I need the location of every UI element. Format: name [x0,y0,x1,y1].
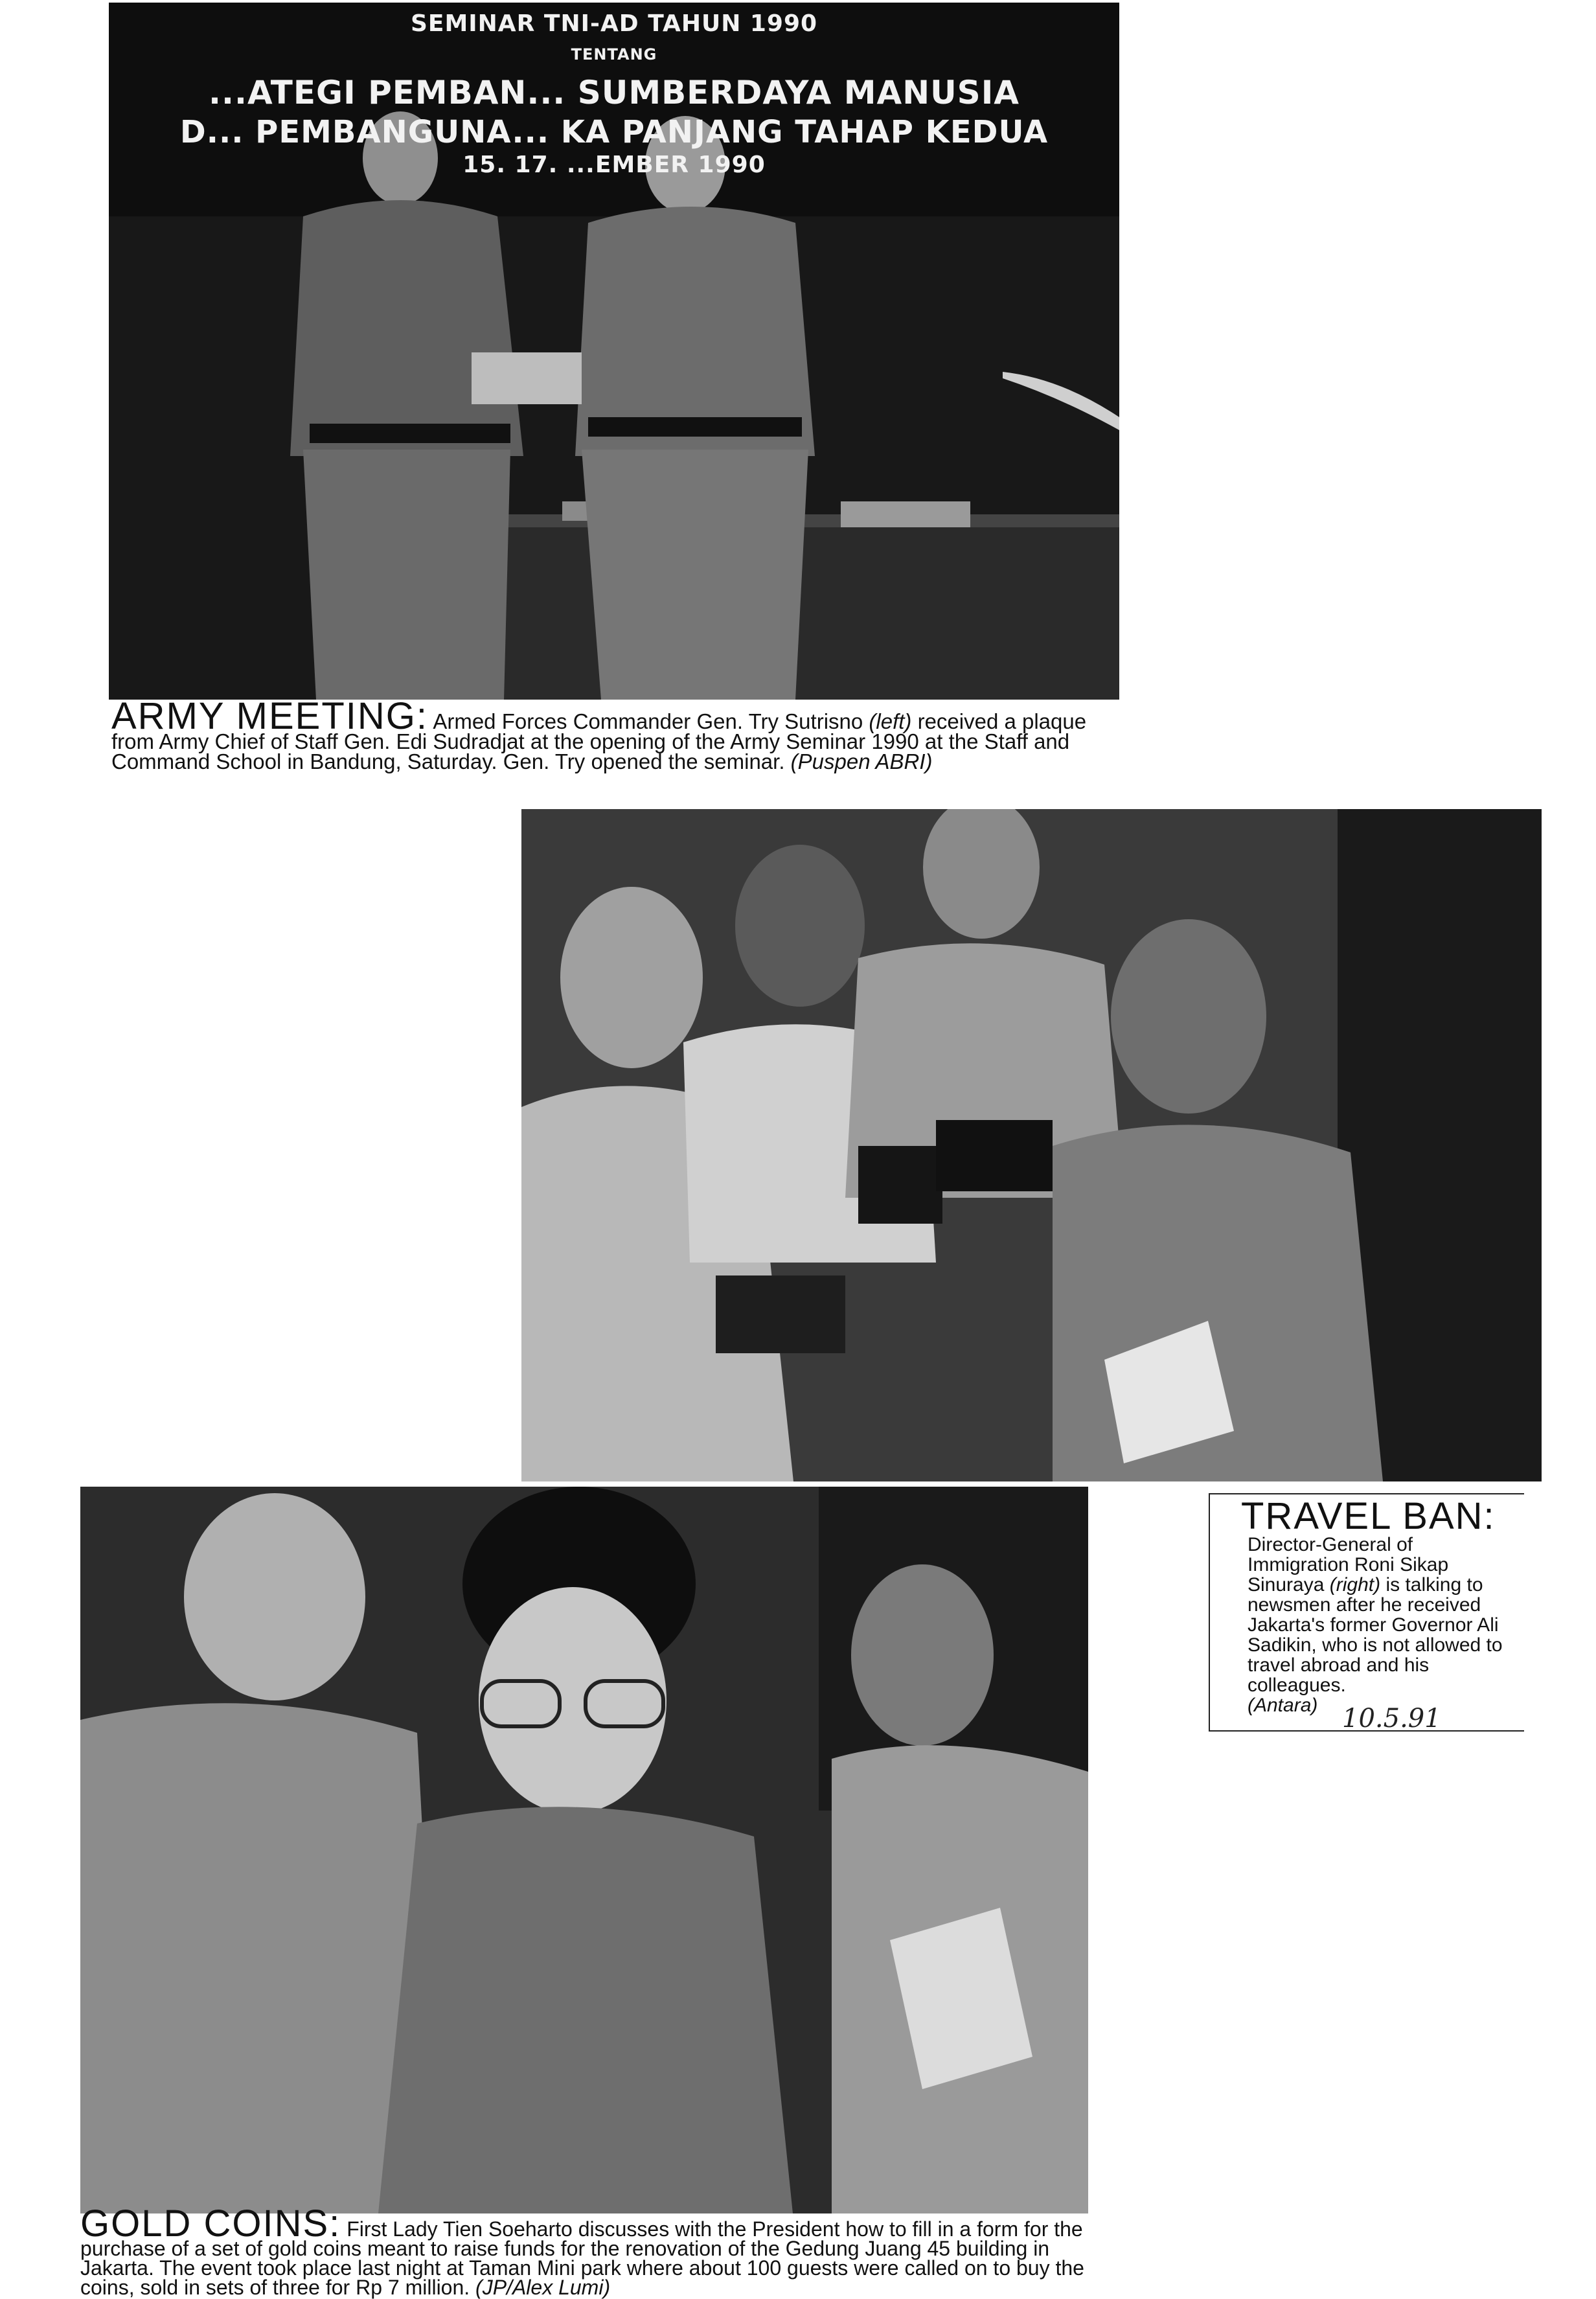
army-meeting-credit: (Puspen ABRI) [790,749,933,773]
travel-ban-right-marker: (right) [1329,1574,1381,1596]
banner-line-3: ...ATEGI PEMBAN... SUMBERDAYA MANUSIA [209,74,1020,111]
gold-coins-headline: GOLD COINS: [80,2202,341,2245]
travel-ban-text-b: is talking to newsmen after he received Jakarta's former Governor Ali Sadikin, who is not allowed to travel abroad and his colleagues. [1248,1574,1503,1696]
army-meeting-left-marker: (left) [869,709,912,733]
travel-ban-headline: TRAVEL BAN: [1241,1495,1496,1537]
banner-line-4: D... PEMBANGUNA... KA PANJANG TAHAP KEDUA [179,114,1049,150]
travel-ban-caption [1209,1493,1524,1732]
gold-coins-text: First Lady Tien Soeharto discusses with the President how to fill in a form for the purchase of a set of gold coins meant to raise funds for the renovation of the Gedung Juang 45 building in Jakarta. The event took place last night at Taman Mini park where about 100 guests were called on to buy the coins, sold in sets of three for Rp 7 million. [80,2217,1084,2299]
army-meeting-caption [111,695,1122,773]
gold-coins-caption [80,2202,1104,2299]
banner-line-1: SEMINAR TNI-AD TAHUN 1990 [410,10,818,37]
army-meeting-text-a: Armed Forces Commander Gen. Try Sutrisno [433,709,863,733]
army-meeting-text-b: received a plaque from Army Chief of Staff Gen. Edi Sudradjat at the opening of the Army Seminar 1990 at the Staff and Command School in Bandung, Saturday. Gen. Try opened the seminar. [111,709,1087,773]
army-meeting-photo [109,3,1119,700]
handwritten-date: 10.5.91 [1342,1704,1441,1733]
gold-coins-photo-art [80,1487,1088,2213]
travel-ban-body [1248,1535,1519,1715]
gold-coins-credit: (JP/Alex Lumi) [475,2276,611,2299]
banner-line-5: 15. 17. ...EMBER 1990 [462,152,766,178]
travel-ban-photo-art [521,809,1542,1481]
gold-coins-photo [80,1487,1088,2213]
travel-ban-text-a: Director-General of Immigration Roni Sikap Sinuraya [1248,1534,1449,1596]
travel-ban-photo [521,809,1542,1481]
travel-ban-credit: (Antara) [1248,1695,1318,1716]
army-meeting-headline: ARMY MEETING: [111,695,428,737]
banner-line-2: TENTANG [571,45,657,63]
